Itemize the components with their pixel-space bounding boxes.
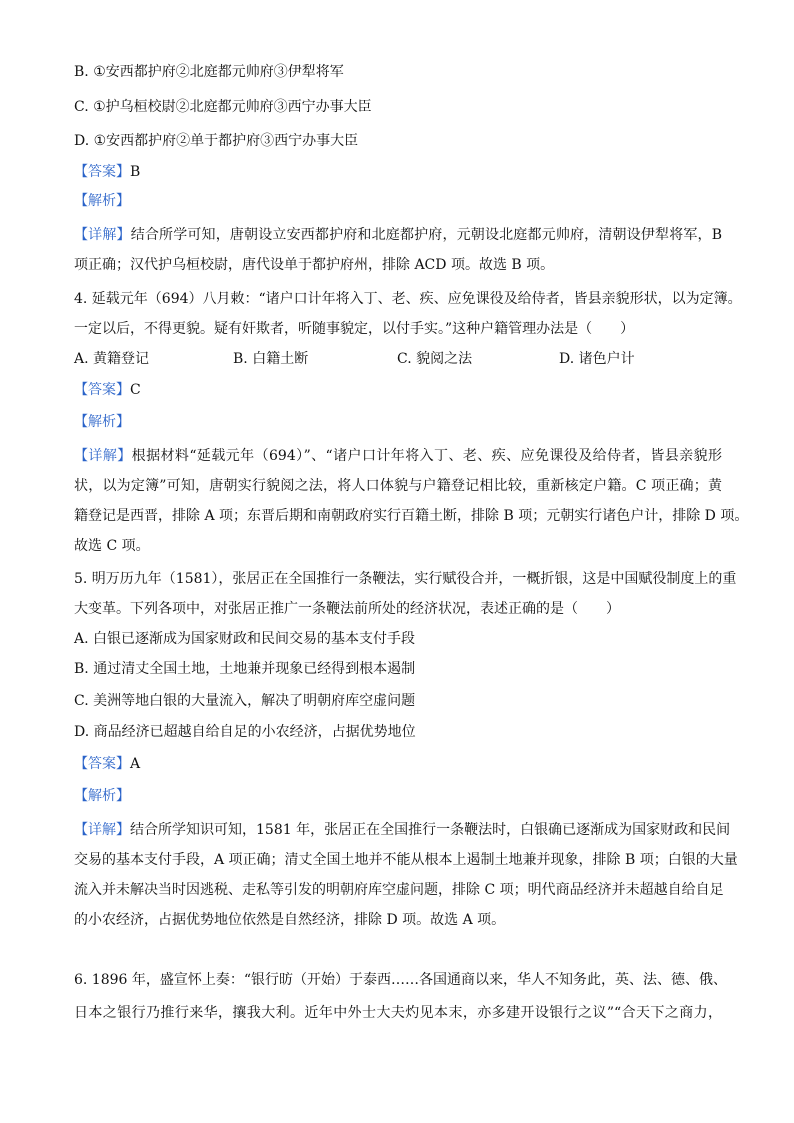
- q4-option-d: D. 诸色户计: [559, 351, 635, 367]
- q4-detail-line: 状，以为定簿”可知，唐朝实行貌阅之法，将人口体貌与户籍登记相比较，重新核定户籍。C 项正确；黄: [74, 478, 722, 494]
- answer-label: 【答案】: [74, 164, 130, 180]
- q4-option-b: B. 白籍土断: [233, 351, 309, 367]
- detail-label: 【详解】: [74, 448, 132, 464]
- q4-detail-line: 籍登记是西晋，排除 A 项；东晋后期和南朝政府实行百籍土断，排除 B 项；元朝实行诸色户计，排除 D 项。: [74, 508, 749, 524]
- q3-option-d: D. ①安西都护府②单于都护府③西宁办事大臣: [74, 133, 359, 149]
- q3-option-c: C. ①护乌桓校尉②北庭都元帅府③西宁办事大臣: [74, 99, 372, 115]
- q4-option-c: C. 貌阅之法: [397, 351, 473, 367]
- q4-answer: [74, 380, 141, 400]
- q4-analysis-label: 【解析】: [74, 414, 130, 430]
- q3-detail-line: 项正确；汉代护乌桓校尉，唐代设单于都护府州，排除 ACD 项。故选 B 项。: [74, 257, 555, 273]
- q4-stem-line: 一定以后，不得更貌。疑有奸欺者，听随事貌定，以付手实。”这种户籍管理办法是（ ）: [74, 321, 635, 337]
- q5-analysis-label: 【解析】: [74, 788, 130, 804]
- q5-detail-line: 【详解】结合所学知识可知，1581 年，张居正在全国推行一条鞭法时，白银确已逐渐成为国家财政和民间: [74, 822, 731, 838]
- q4-detail-line: 【详解】根据材料“延载元年（694）”、“诸户口计年将入丁、老、疾、应免课役及给侍者，皆县亲貌形: [74, 448, 722, 464]
- q5-stem-line: 5. 明万历九年（1581），张居正在全国推行一条鞭法，实行赋役合并，一概折银，这是中国赋役制度上的重: [74, 571, 737, 587]
- answer-label: 【答案】: [74, 382, 130, 398]
- q6-stem-line: 日本之银行乃推行来华，攘我大利。近年中外士大夫灼见本末，亦多建开设银行之议”“合天下之商力，: [74, 1005, 722, 1021]
- detail-label: 【详解】: [74, 227, 131, 243]
- answer-value: C: [130, 382, 141, 398]
- q6-stem-line: 6. 1896 年，盛宣怀上奏：“银行昉（开始）于泰西……各国通商以来，华人不知务此，英、法、德、俄、: [74, 972, 728, 988]
- answer-value: A: [130, 756, 141, 772]
- q5-stem-line: 大变革。下列各项中，对张居正推广一条鞭法前所处的经济状况，表述正确的是（ ）: [74, 601, 620, 617]
- detail-label: 【详解】: [74, 822, 130, 838]
- q5-option-c: C. 美洲等地白银的大量流入，解决了明朝府库空虚问题: [74, 693, 416, 709]
- answer-label: 【答案】: [74, 756, 130, 772]
- q5-option-a: A. 白银已逐渐成为国家财政和民间交易的基本支付手段: [74, 631, 416, 647]
- q5-answer: [74, 754, 140, 774]
- q3-detail-line: 【详解】结合所学可知，唐朝设立安西都护府和北庭都护府，元朝设北庭都元帅府，清朝设伊犁将军，B: [74, 227, 722, 243]
- q4-detail-line: 故选 C 项。: [74, 538, 150, 554]
- answer-value: B: [130, 164, 141, 180]
- q3-analysis-label: 【解析】: [74, 193, 130, 209]
- q5-option-b: B. 通过清丈全国土地，土地兼并现象已经得到根本遏制: [74, 661, 416, 677]
- q3-option-b: B. ①安西都护府②北庭都元帅府③伊犁将军: [74, 64, 344, 80]
- q4-stem-line: 4. 延载元年（694）八月敕：“诸户口计年将入丁、老、疾、应免课役及给侍者，皆县亲貌形状，以为定簿。: [74, 291, 742, 307]
- q5-detail-line: 交易的基本支付手段，A 项正确；清丈全国土地并不能从根本上遏制土地兼并现象，排除 B 项；白银的大量: [74, 852, 738, 868]
- q5-option-d: D. 商品经济已超越自给自足的小农经济，占据优势地位: [74, 724, 416, 740]
- q5-detail-line: 流入并未解决当时因逃税、走私等引发的明朝府库空虚问题，排除 C 项；明代商品经济并未超越自给自足: [74, 882, 724, 898]
- q5-detail-line: 的小农经济，占据优势地位依然是自然经济，排除 D 项。故选 A 项。: [74, 912, 506, 928]
- q3-answer: [74, 162, 140, 182]
- q4-option-a: A. 黄籍登记: [74, 351, 150, 367]
